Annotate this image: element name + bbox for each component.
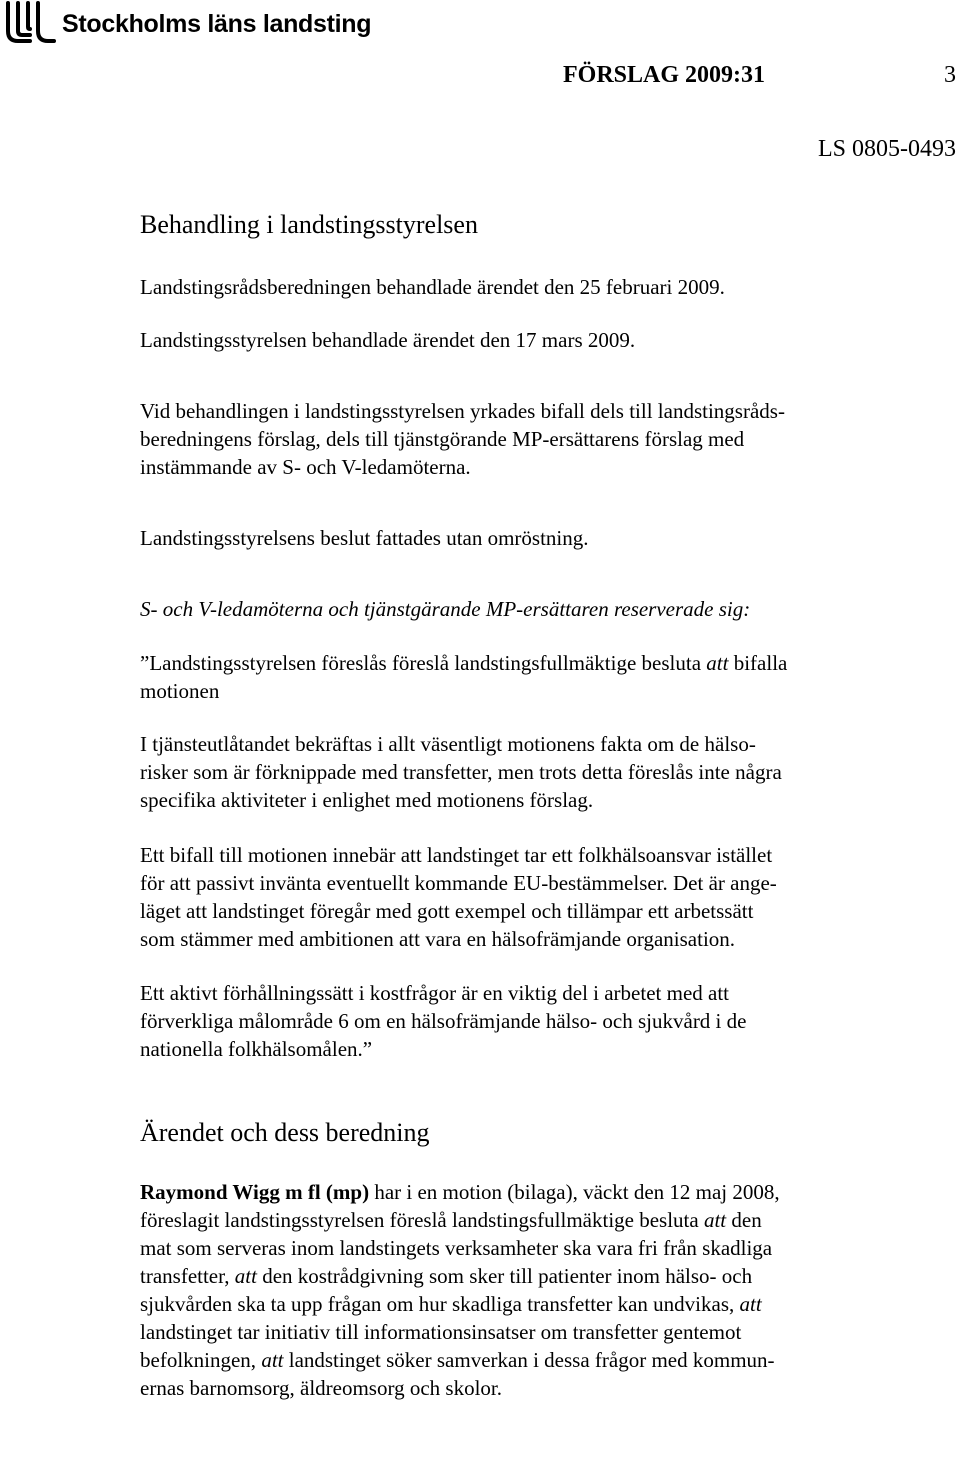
section-heading-arendet: Ärendet och dess beredning bbox=[140, 1118, 430, 1147]
quote-paragraph-proposal bbox=[140, 649, 940, 705]
text-segment: befolkningen, bbox=[140, 1348, 262, 1372]
paragraph-handling-details bbox=[140, 397, 940, 481]
quote-paragraph-bifall bbox=[140, 841, 940, 953]
text-line: som stämmer med ambitionen att vara en hälsofrämjande organisation. bbox=[140, 927, 736, 951]
text-segment: transfetter, bbox=[140, 1264, 235, 1288]
att-italic: att bbox=[739, 1292, 762, 1316]
text-line bbox=[140, 649, 940, 677]
paragraph-motion bbox=[140, 1178, 940, 1402]
organization-logo bbox=[4, 0, 371, 46]
text-line: ernas barnomsorg, äldreomsorg och skolor. bbox=[140, 1376, 502, 1400]
quote-paragraph-tjansteutlatande bbox=[140, 730, 940, 814]
section-heading-handling: Behandling i landstingsstyrelsen bbox=[140, 210, 478, 239]
text-line bbox=[140, 1290, 940, 1318]
text-line: Ett bifall till motionen innebär att landstinget tar ett folkhälsoansvar istället bbox=[140, 843, 773, 867]
text-segment: den bbox=[726, 1208, 762, 1232]
text-segment: föreslagit landstingsstyrelsen föreslå landstingsfullmäktige besluta bbox=[140, 1208, 704, 1232]
text-line: för att passivt invänta eventuellt kommande EU-bestämmelser. Det är ange- bbox=[140, 871, 777, 895]
text-segment: landstinget söker samverkan i dessa frågor med kommun- bbox=[283, 1348, 775, 1372]
text-line bbox=[140, 1178, 940, 1206]
quote-paragraph-kostfragor bbox=[140, 979, 940, 1063]
text-line bbox=[140, 1262, 940, 1290]
text-segment: den kostrådgivning som sker till patienter inom hälso- och bbox=[256, 1264, 753, 1288]
text-segment: sjukvården ska ta upp frågan om hur skadliga transfetter kan undvikas, bbox=[140, 1292, 740, 1316]
text-line: Ett aktivt förhållningssätt i kostfrågor är en viktig del i arbetet med att bbox=[140, 981, 730, 1005]
att-italic: att bbox=[706, 651, 729, 675]
text-line: mat som serveras inom landstingets verksamheter ska vara fri från skadliga bbox=[140, 1236, 773, 1260]
text-line: risker som är förknippade med transfetter, men trots detta föreslås inte några bbox=[140, 760, 782, 784]
document-body bbox=[140, 207, 940, 1402]
text-line: Vid behandlingen i landstingsstyrelsen yrkades bifall dels till landstingsråds- bbox=[140, 399, 785, 423]
text-segment: har i en motion (bilaga), väckt den 12 maj 2008, bbox=[369, 1180, 780, 1204]
sll-logo-icon bbox=[4, 1, 56, 45]
text-line: förverkliga målområde 6 om en hälsofrämjande hälso- och sjukvård i de bbox=[140, 1009, 747, 1033]
motion-author: Raymond Wigg m fl (mp) bbox=[140, 1180, 370, 1204]
reservation-intro: S- och V-ledamöterna och tjänstgärande MP-ersättaren reserverade sig: bbox=[140, 597, 751, 621]
page-number: 3 bbox=[944, 62, 956, 88]
paragraph-decision: Landstingsstyrelsens beslut fattades utan omröstning. bbox=[140, 526, 589, 550]
text-line: specifika aktiviteter i enlighet med motionens förslag. bbox=[140, 788, 594, 812]
text-segment: bifalla bbox=[728, 651, 788, 675]
text-line: instämmande av S- och V-ledamöterna. bbox=[140, 455, 471, 479]
text-segment: ”Landstingsstyrelsen föreslås föreslå landstingsfullmäktige besluta bbox=[140, 651, 707, 675]
text-line: läget att landstinget föregår med gott exempel och tillämpar ett arbetssätt bbox=[140, 899, 754, 923]
paragraph-styrelse-date: Landstingsstyrelsen behandlade ärendet den 17 mars 2009. bbox=[140, 328, 636, 352]
text-line: I tjänsteutlåtandet bekräftas i allt väsentligt motionens fakta om de hälso- bbox=[140, 732, 756, 756]
text-line bbox=[140, 1206, 940, 1234]
text-line: beredningens förslag, dels till tjänstgörande MP-ersättarens förslag med bbox=[140, 427, 745, 451]
text-line: nationella folkhälsomålen.” bbox=[140, 1037, 373, 1061]
text-line: motionen bbox=[140, 679, 220, 703]
att-italic: att bbox=[234, 1264, 257, 1288]
att-italic: att bbox=[703, 1208, 727, 1232]
text-line bbox=[140, 1346, 940, 1374]
att-italic: att bbox=[261, 1348, 284, 1372]
text-line: landstinget tar initiativ till informationsinsatser om transfetter gentemot bbox=[140, 1320, 742, 1344]
proposal-number: FÖRSLAG 2009:31 bbox=[563, 62, 766, 88]
paragraph-beredning-date: Landstingsrådsberedningen behandlade ärendet den 25 februari 2009. bbox=[140, 275, 725, 299]
organization-name: Stockholms läns landsting bbox=[62, 9, 372, 38]
reference-number: LS 0805-0493 bbox=[818, 136, 956, 162]
